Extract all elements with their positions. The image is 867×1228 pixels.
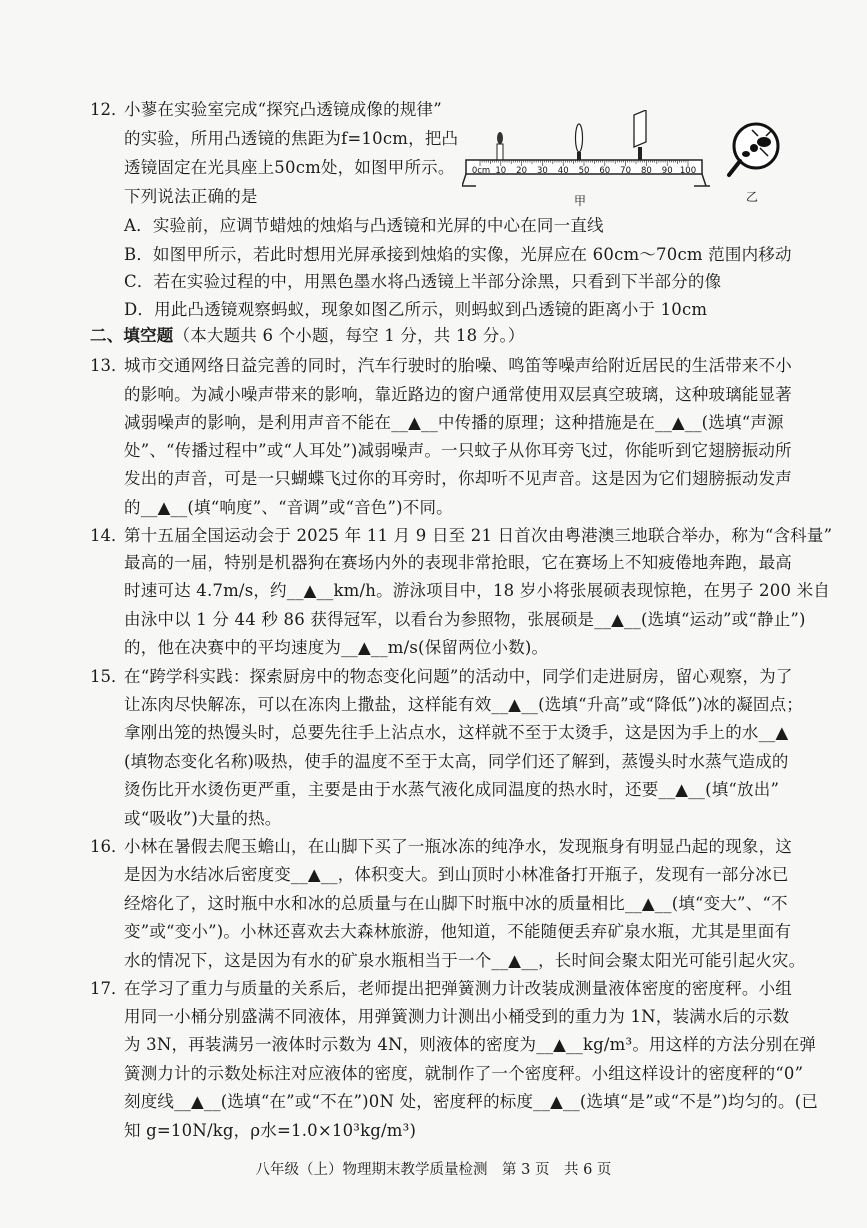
question-text-line: 由泳中以 1 分 44 秒 86 获得冠军，以看台为参照物，张展硕是__▲__(选填“运动”或“静止”) — [124, 610, 806, 629]
question-text-line: 小蓼在实验室完成“探究凸透镜成像的规律” — [124, 100, 442, 119]
question-number: 17． — [90, 979, 128, 998]
section-note: （本大题共 6 个小题，每空 1 分，共 18 分。） — [173, 326, 525, 345]
question-text-line: 在学习了重力与质量的关系后，老师提出把弹簧测力计改装成测量液体密度的密度秤。小组 — [124, 979, 792, 998]
question-text-line: 时速可达 4.7m/s，约__▲__km/h。游泳项目中，18 岁小将张展硕表现惊艳，在男子 200 米自 — [124, 581, 831, 600]
question-text-line: 处”、“传播过程中”或“人耳处”)减弱噪声。一只蚊子从你耳旁飞过，你能听到它翅膀振动所 — [124, 441, 792, 460]
light-screen-icon — [634, 110, 646, 162]
question-text-line: 水的情况下，这是因为有水的矿泉水瓶相当于一个__▲__，长时间会聚太阳光可能引起火灾。 — [124, 951, 806, 970]
question-text-line: 拿刚出笼的热馒头时，总要先往手上沾点水，这样就不至于太烫手，这是因为手上的水__▲ — [124, 723, 789, 742]
ruler-tick-label: 90 — [661, 166, 673, 176]
question-number: 12． — [90, 100, 128, 119]
question-text-line: 经熔化了，这时瓶中水和冰的总质量与在山脚下时瓶中冰的质量相比__▲__(填“变大”、“不 — [124, 894, 788, 913]
section-heading — [90, 325, 525, 347]
question-text-line: 减弱噪声的影响，是利用声音不能在__▲__中传播的原理；这种措施是在__▲__(选填“声源 — [124, 413, 784, 432]
question-text-line: 最高的一届，特别是机器狗在赛场内外的表现非常抢眼，它在赛场上不知疲倦地奔跑，最高 — [124, 553, 792, 572]
question-number: 14． — [90, 526, 128, 545]
question-text-line: 的__▲__(填“响度”、“音调”或“音色”)不同。 — [124, 498, 453, 517]
question-text-line: (填物态变化名称)吸热，使手的温度不至于太高，同学们还了解到，蒸馒头时水蒸气造成的 — [124, 752, 789, 771]
question-text-line: 的，他在决赛中的平均速度为__▲__m/s(保留两位小数)。 — [124, 638, 549, 657]
ruler-tick-label: 0cm — [471, 166, 491, 176]
question-text-line: 为 3N，再装满另一液体时示数为 4N，则液体的密度为__▲__kg/m³。用这样的方法分别在弹 — [124, 1035, 817, 1054]
option-c: C．若在实验过程的中，用黑色墨水将凸透镜上半部分涂黑，只看到下半部分的像 — [124, 272, 722, 291]
candle-icon — [497, 132, 503, 162]
optical-bench-figure — [462, 110, 712, 192]
question-text-line: 城市交通网络日益完善的同时，汽车行驶时的胎噪、鸣笛等噪声给附近居民的生活带来不小 — [124, 356, 792, 375]
page-footer: 八年级（上）物理期末教学质量检测 第 3 页 共 6 页 — [255, 1162, 612, 1178]
figure-label-a: 甲 — [574, 194, 587, 208]
question-text-line: 簧测力计的示数处标注对应液体的密度，就制作了一个密度秤。小组这样设计的密度秤的“0” — [124, 1064, 804, 1083]
question-text-line: 是因为水结冰后密度变__▲__，体积变大。到山顶时小林准备打开瓶子，发现有一部分冰已 — [124, 865, 789, 884]
question-text-line: 发出的声音，可是一只蝴蝶飞过你的耳旁时，你却听不见声音。这是因为它们翅膀振动发声 — [124, 469, 792, 488]
ruler-tick-label: 70 — [620, 166, 632, 176]
figure-label-b: 乙 — [746, 190, 759, 204]
option-d: D．用此凸透镜观察蚂蚁，现象如图乙所示，则蚂蚁到凸透镜的距离小于 10cm — [124, 300, 708, 319]
ruler-tick-label: 50 — [578, 166, 590, 176]
question-number: 15． — [90, 667, 128, 686]
ruler-tick-label: 20 — [516, 166, 528, 176]
question-text-line: 知 g=10N/kg，ρ水=1.0×10³kg/m³) — [124, 1121, 417, 1140]
question-text-line: 或“吸收”)大量的热。 — [124, 809, 282, 828]
question-text-line: 下列说法正确的是 — [124, 187, 258, 206]
ruler-tick-label: 40 — [557, 166, 569, 176]
section-title: 二、填空题 — [90, 326, 174, 345]
question-text-line: 小林在暑假去爬玉蟾山，在山脚下买了一瓶冰冻的纯净水，发现瓶身有明显凸起的现象，这 — [124, 837, 792, 856]
question-number: 13． — [90, 356, 128, 375]
question-text-line: 用同一小桶分别盛满不同液体，用弹簧测力计测出小桶受到的重力为 1N，装满水后的示数 — [124, 1007, 790, 1026]
question-text-line: 透镜固定在光具座上50cm处，如图甲所示。 — [124, 158, 455, 177]
question-text-line: 第十五届全国运动会于 2025 年 11 月 9 日至 21 日首次由粤港澳三地联合举办，称为“含科量” — [124, 526, 833, 545]
question-number: 16． — [90, 837, 128, 856]
ruler-tick-label: 10 — [495, 166, 507, 176]
ruler-tick-label: 60 — [599, 166, 611, 176]
question-text-line: 在“跨学科实践：探索厨房中的物态变化问题”的活动中，同学们走进厨房，留心观察，为了 — [124, 667, 793, 686]
ruler-tick-label: 30 — [536, 166, 548, 176]
ruler-tick-label: 100 — [679, 166, 697, 176]
option-b: B．如图甲所示，若此时想用光屏承接到烛焰的实像，光屏应在 60cm～70cm 范围内移动 — [124, 245, 792, 264]
question-text-line: 刻度线__▲__(选填“在”或“不在”)0N 处，密度秤的标度__▲__(选填“是”或“不是”)均匀的。(已 — [124, 1092, 819, 1111]
question-text-line: 变”或“变小”)。小林还喜欢去大森林旅游，他知道，不能随便丢弃矿泉水瓶，尤其是里面有 — [124, 922, 792, 941]
convex-lens-icon — [576, 124, 583, 162]
question-text-line: 的影响。为减小噪声带来的影响，靠近路边的窗户通常使用双层真空玻璃，这种玻璃能显著 — [124, 385, 792, 404]
ruler-tick-label: 80 — [640, 166, 652, 176]
question-text-line: 烫伤比开水烫伤更严重，主要是由于水蒸气液化成同温度的热水时，还要__▲__(填“放出” — [124, 780, 780, 799]
question-text-line: 的实验，所用凸透镜的焦距为f=10cm，把凸 — [124, 129, 459, 148]
question-text-line: 让冻肉尽快解冻，可以在冻肉上撒盐，这样能有效__▲__(选填“升高”或“降低”)冰的凝固点； — [124, 695, 804, 714]
option-a: A．实验前，应调节蜡烛的烛焰与凸透镜和光屏的中心在同一直线 — [124, 216, 604, 235]
magnifier-figure — [726, 120, 784, 180]
